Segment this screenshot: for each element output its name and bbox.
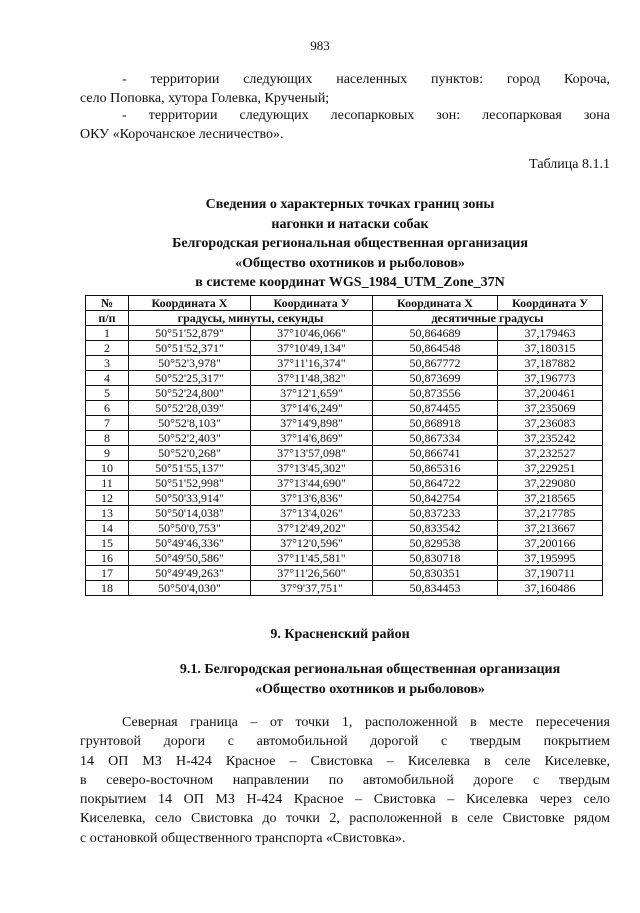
cell-num: 11 — [86, 476, 129, 491]
cell-y-dec: 37,196773 — [498, 371, 603, 386]
heading-line: «Общество охотников и рыболовов» — [255, 682, 485, 697]
cell-x-dms: 50°52'28,039" — [129, 401, 251, 416]
cell-num: 8 — [86, 431, 129, 446]
cell-y-dms: 37°13'6,836" — [251, 491, 373, 506]
table-row — [86, 491, 603, 506]
intro-paragraph-settlements — [80, 70, 610, 108]
cell-num: 18 — [86, 581, 129, 596]
cell-y-dms: 37°11'48,382" — [251, 371, 373, 386]
cell-x-dms: 50°50'0,753" — [129, 521, 251, 536]
cell-y-dec: 37,187882 — [498, 356, 603, 371]
table-row — [86, 401, 603, 416]
cell-x-dms: 50°50'14,038" — [129, 506, 251, 521]
cell-num: 16 — [86, 551, 129, 566]
cell-y-dec: 37,200166 — [498, 536, 603, 551]
body-line: Северная граница – от точки 1, расположенной в месте пересечения — [122, 715, 610, 730]
title-line: нагонки и натаски собак — [271, 216, 429, 232]
header-num: № — [86, 296, 129, 311]
cell-num: 1 — [86, 326, 129, 341]
cell-y-dms: 37°11'26,560" — [251, 566, 373, 581]
cell-x-dec: 50,864689 — [373, 326, 498, 341]
cell-x-dec: 50,873699 — [373, 371, 498, 386]
body-line: Киселевка, село Свистовка до точки 2, расположенной в селе Свистовке рядом — [80, 811, 610, 827]
cell-y-dms: 37°14'6,869" — [251, 431, 373, 446]
header-dec-units: десятичные градусы — [373, 311, 603, 326]
cell-x-dec: 50,873556 — [373, 386, 498, 401]
cell-x-dec: 50,864548 — [373, 341, 498, 356]
table-label: Таблица 8.1.1 — [529, 157, 610, 172]
organization-heading — [130, 660, 610, 700]
intro-paragraph-forest-zones — [80, 106, 610, 144]
cell-y-dec: 37,229080 — [498, 476, 603, 491]
cell-num: 4 — [86, 371, 129, 386]
cell-x-dec: 50,833542 — [373, 521, 498, 536]
heading-line: 9.1. Белгородская региональная общественная организация — [179, 662, 561, 677]
cell-y-dms: 37°11'16,374" — [251, 356, 373, 371]
cell-y-dec: 37,200461 — [498, 386, 603, 401]
cell-y-dms: 37°13'4,026" — [251, 506, 373, 521]
cell-x-dec: 50,830351 — [373, 566, 498, 581]
title-line: в системе координат WGS_1984_UTM_Zone_37N — [195, 275, 505, 290]
cell-num: 15 — [86, 536, 129, 551]
intro-line: - территории следующих лесопарковых зон: лесопарковая зона — [122, 108, 610, 123]
cell-x-dec: 50,834453 — [373, 581, 498, 596]
cell-y-dec: 37,236083 — [498, 416, 603, 431]
cell-y-dms: 37°12'49,202" — [251, 521, 373, 536]
cell-y-dec: 37,160486 — [498, 581, 603, 596]
cell-y-dms: 37°12'1,659" — [251, 386, 373, 401]
cell-x-dms: 50°52'24,800" — [129, 386, 251, 401]
cell-y-dec: 37,229251 — [498, 461, 603, 476]
table-row — [86, 521, 603, 536]
table-row — [86, 341, 603, 356]
cell-x-dec: 50,837233 — [373, 506, 498, 521]
cell-x-dms: 50°52'3,978" — [129, 356, 251, 371]
cell-num: 10 — [86, 461, 129, 476]
cell-y-dms: 37°13'44,690" — [251, 476, 373, 491]
cell-x-dec: 50,829538 — [373, 536, 498, 551]
page-number: 983 — [310, 38, 330, 53]
title-line: «Общество охотников и рыболовов» — [235, 255, 465, 271]
cell-y-dec: 37,190711 — [498, 566, 603, 581]
body-line: грунтовой дороги с автомобильной дорогой с твердым покрытием — [80, 734, 610, 750]
boundary-description — [80, 713, 610, 848]
cell-y-dec: 37,217785 — [498, 506, 603, 521]
cell-y-dec: 37,235242 — [498, 431, 603, 446]
cell-num: 13 — [86, 506, 129, 521]
header-x-dec: Координата X — [373, 296, 498, 311]
cell-num: 12 — [86, 491, 129, 506]
table-row — [86, 356, 603, 371]
table-row — [86, 581, 603, 596]
cell-num: 17 — [86, 566, 129, 581]
header-num-sub: п/п — [86, 311, 129, 326]
cell-num: 14 — [86, 521, 129, 536]
cell-x-dms: 50°50'4,030" — [129, 581, 251, 596]
table-row — [86, 326, 603, 341]
cell-y-dec: 37,213667 — [498, 521, 603, 536]
table-row — [86, 506, 603, 521]
cell-x-dms: 50°49'46,336" — [129, 536, 251, 551]
cell-x-dms: 50°51'52,879" — [129, 326, 251, 341]
table-title — [60, 195, 640, 293]
cell-x-dms: 50°51'52,371" — [129, 341, 251, 356]
cell-x-dms: 50°51'52,998" — [129, 476, 251, 491]
header-x-dms: Координата X — [129, 296, 251, 311]
cell-y-dms: 37°14'9,898" — [251, 416, 373, 431]
intro-line: ОКУ «Корочанское лесничество». — [80, 127, 284, 142]
body-line: 14 ОП МЗ Н-424 Красное – Свистовка – Киселевка в селе Киселевке, — [80, 753, 610, 769]
table-row — [86, 446, 603, 461]
cell-x-dec: 50,864722 — [373, 476, 498, 491]
cell-x-dec: 50,830718 — [373, 551, 498, 566]
cell-y-dms: 37°14'6,249" — [251, 401, 373, 416]
header-y-dms: Координата У — [251, 296, 373, 311]
table-row — [86, 461, 603, 476]
table-row — [86, 416, 603, 431]
coordinates-table — [85, 295, 603, 596]
header-y-dec: Координата У — [498, 296, 603, 311]
title-line: Белгородская региональная общественная организация — [172, 236, 528, 251]
cell-y-dms: 37°11'45,581" — [251, 551, 373, 566]
cell-y-dms: 37°13'57,098" — [251, 446, 373, 461]
table-row — [86, 431, 603, 446]
table-row — [86, 566, 603, 581]
cell-x-dec: 50,867334 — [373, 431, 498, 446]
cell-x-dms: 50°51'55,137" — [129, 461, 251, 476]
table-row — [86, 551, 603, 566]
cell-y-dms: 37°12'0,596" — [251, 536, 373, 551]
cell-x-dec: 50,866741 — [373, 446, 498, 461]
table-header-row — [86, 296, 603, 311]
header-dms-units: градусы, минуты, секунды — [129, 311, 373, 326]
cell-num: 6 — [86, 401, 129, 416]
cell-y-dms: 37°10'46,066" — [251, 326, 373, 341]
cell-y-dec: 37,232527 — [498, 446, 603, 461]
cell-x-dms: 50°50'33,914" — [129, 491, 251, 506]
cell-y-dms: 37°9'37,751" — [251, 581, 373, 596]
cell-x-dec: 50,868918 — [373, 416, 498, 431]
cell-x-dms: 50°52'2,403" — [129, 431, 251, 446]
cell-y-dec: 37,180315 — [498, 341, 603, 356]
title-line: Сведения о характерных точках границ зоны — [205, 197, 495, 212]
cell-x-dec: 50,842754 — [373, 491, 498, 506]
table-row — [86, 536, 603, 551]
cell-num: 5 — [86, 386, 129, 401]
body-line: покрытием 14 ОП МЗ Н-424 Красное – Свистовка – Киселевка через село — [80, 792, 610, 808]
cell-num: 7 — [86, 416, 129, 431]
cell-y-dec: 37,195995 — [498, 551, 603, 566]
table-row — [86, 371, 603, 386]
table-row — [86, 386, 603, 401]
cell-y-dms: 37°13'45,302" — [251, 461, 373, 476]
cell-y-dec: 37,179463 — [498, 326, 603, 341]
cell-x-dec: 50,865316 — [373, 461, 498, 476]
cell-x-dms: 50°49'50,586" — [129, 551, 251, 566]
cell-num: 3 — [86, 356, 129, 371]
cell-x-dms: 50°52'0,268" — [129, 446, 251, 461]
intro-line: - территории следующих населенных пунктов: город Короча, — [122, 72, 610, 87]
cell-y-dec: 37,218565 — [498, 491, 603, 506]
cell-y-dms: 37°10'49,134" — [251, 341, 373, 356]
body-line: в северо-восточном направлении по автомобильной дороге с твердым — [80, 772, 610, 788]
cell-num: 2 — [86, 341, 129, 356]
cell-x-dms: 50°49'49,263" — [129, 566, 251, 581]
district-heading: 9. Красненский район — [270, 627, 410, 642]
cell-x-dms: 50°52'8,103" — [129, 416, 251, 431]
cell-y-dec: 37,235069 — [498, 401, 603, 416]
cell-num: 9 — [86, 446, 129, 461]
cell-x-dms: 50°52'25,317" — [129, 371, 251, 386]
cell-x-dec: 50,867772 — [373, 356, 498, 371]
body-line: с остановкой общественного транспорта «Свистовка». — [80, 830, 406, 846]
intro-line: село Поповка, хутора Голевка, Крученый; — [80, 91, 330, 106]
cell-x-dec: 50,874455 — [373, 401, 498, 416]
table-units-row — [86, 311, 603, 326]
table-row — [86, 476, 603, 491]
table-body — [86, 326, 603, 596]
